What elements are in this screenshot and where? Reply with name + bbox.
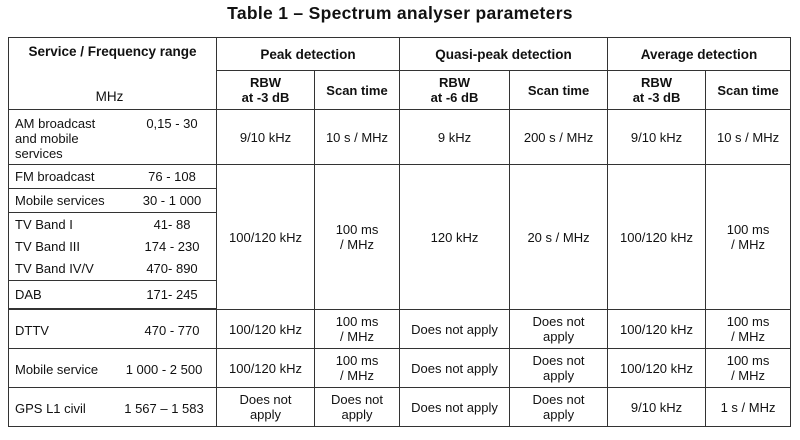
service-name: DAB [15,287,42,302]
service-cell [9,189,217,213]
qp-rbw-cell: Does not apply [400,349,510,388]
frequency-range: 41- 88 [153,216,191,232]
table-title: Table 1 – Spectrum analyser parameters [227,3,573,23]
qp-rbw-header [400,71,510,110]
service-frequency-header [9,38,217,110]
table-row-mobile-service [9,349,791,388]
rbw-label: RBW [641,75,673,90]
frequency-range: 1 000 - 2 500 [125,362,203,377]
group-peak-rbw-cell: 100/120 kHz [217,165,315,310]
qp-rbw-cell: Does not apply [400,388,510,427]
avg-scan-header: Scan time [706,71,791,110]
rbw-label: RBW [438,75,471,90]
rbw-condition: at -3 dB [241,90,290,105]
spectrum-parameters-table [8,37,791,427]
avg-scan-cell: 100 ms / MHz [706,349,791,388]
peak-scan-cell: 100 ms / MHz [315,310,400,349]
avg-scan-cell: 100 ms / MHz [706,310,791,349]
rbw-label: RBW [249,75,282,90]
rbw-condition: at -3 dB [632,90,681,105]
quasi-peak-detection-header: Quasi-peak detection [400,38,608,71]
frequency-range: 171- 245 [146,287,198,302]
tv-band-line [9,258,216,280]
qp-scan-cell: Does not apply [510,310,608,349]
tv-band-line [9,214,216,236]
table-row-fm [9,165,791,189]
peak-rbw-cell: 100/120 kHz [217,349,315,388]
qp-scan-cell: 200 s / MHz [510,110,608,165]
group-avg-scan-cell: 100 ms / MHz [706,165,791,310]
avg-rbw-cell: 100/120 kHz [608,349,706,388]
frequency-range: 76 - 108 [148,169,196,184]
avg-scan-cell: 1 s / MHz [706,388,791,427]
header-row-groups [9,38,791,71]
group-qp-scan-cell: 20 s / MHz [510,165,608,310]
average-detection-header: Average detection [608,38,791,71]
service-name: AM broadcast and mobile services [15,116,96,161]
service-frequency-label: Service / Frequency range [28,43,197,59]
frequency-range: 0,15 - 30 [146,116,198,131]
service-name: DTTV [15,323,49,338]
tv-band-line [9,236,216,258]
qp-scan-cell: Does not apply [510,388,608,427]
service-cell [9,213,217,281]
table-row-am [9,110,791,165]
peak-detection-header: Peak detection [217,38,400,71]
service-cell [9,110,217,165]
group-qp-rbw-cell: 120 kHz [400,165,510,310]
qp-rbw-cell: 9 kHz [400,110,510,165]
frequency-range: 174 - 230 [144,238,200,254]
qp-rbw-cell: Does not apply [400,310,510,349]
peak-rbw-header [217,71,315,110]
service-cell [9,281,217,309]
avg-rbw-cell: 9/10 kHz [608,110,706,165]
qp-scan-cell: Does not apply [510,349,608,388]
peak-scan-header: Scan time [315,71,400,110]
avg-rbw-header [608,71,706,110]
qp-scan-header: Scan time [510,71,608,110]
table-row-dttv [9,310,791,349]
avg-rbw-cell: 9/10 kHz [608,388,706,427]
service-name: GPS L1 civil [15,401,86,416]
service-cell [9,388,217,427]
table-row-gps [9,388,791,427]
avg-scan-cell: 10 s / MHz [706,110,791,165]
unit-label: MHz [95,88,124,104]
frequency-range: 30 - 1 000 [142,193,202,208]
service-name: Mobile service [15,362,99,377]
service-name: Mobile services [15,193,105,208]
service-cell [9,310,217,349]
service-cell [9,165,217,189]
peak-rbw-cell: 100/120 kHz [217,310,315,349]
service-name: FM broadcast [15,169,95,184]
avg-rbw-cell: 100/120 kHz [608,310,706,349]
peak-scan-cell: 100 ms / MHz [315,349,400,388]
group-avg-rbw-cell: 100/120 kHz [608,165,706,310]
group-peak-scan-cell: 100 ms / MHz [315,165,400,310]
peak-scan-cell: Does not apply [315,388,400,427]
frequency-range: 470- 890 [146,260,198,276]
service-name: TV Band III [15,238,81,254]
peak-rbw-cell: Does not apply [217,388,315,427]
frequency-range: 1 567 – 1 583 [124,401,204,416]
frequency-range: 470 - 770 [144,323,200,338]
service-name: TV Band I [15,216,73,232]
service-cell [9,349,217,388]
peak-scan-cell: 10 s / MHz [315,110,400,165]
peak-rbw-cell: 9/10 kHz [217,110,315,165]
service-name: TV Band IV/V [15,260,94,276]
rbw-condition: at -6 dB [430,90,479,105]
